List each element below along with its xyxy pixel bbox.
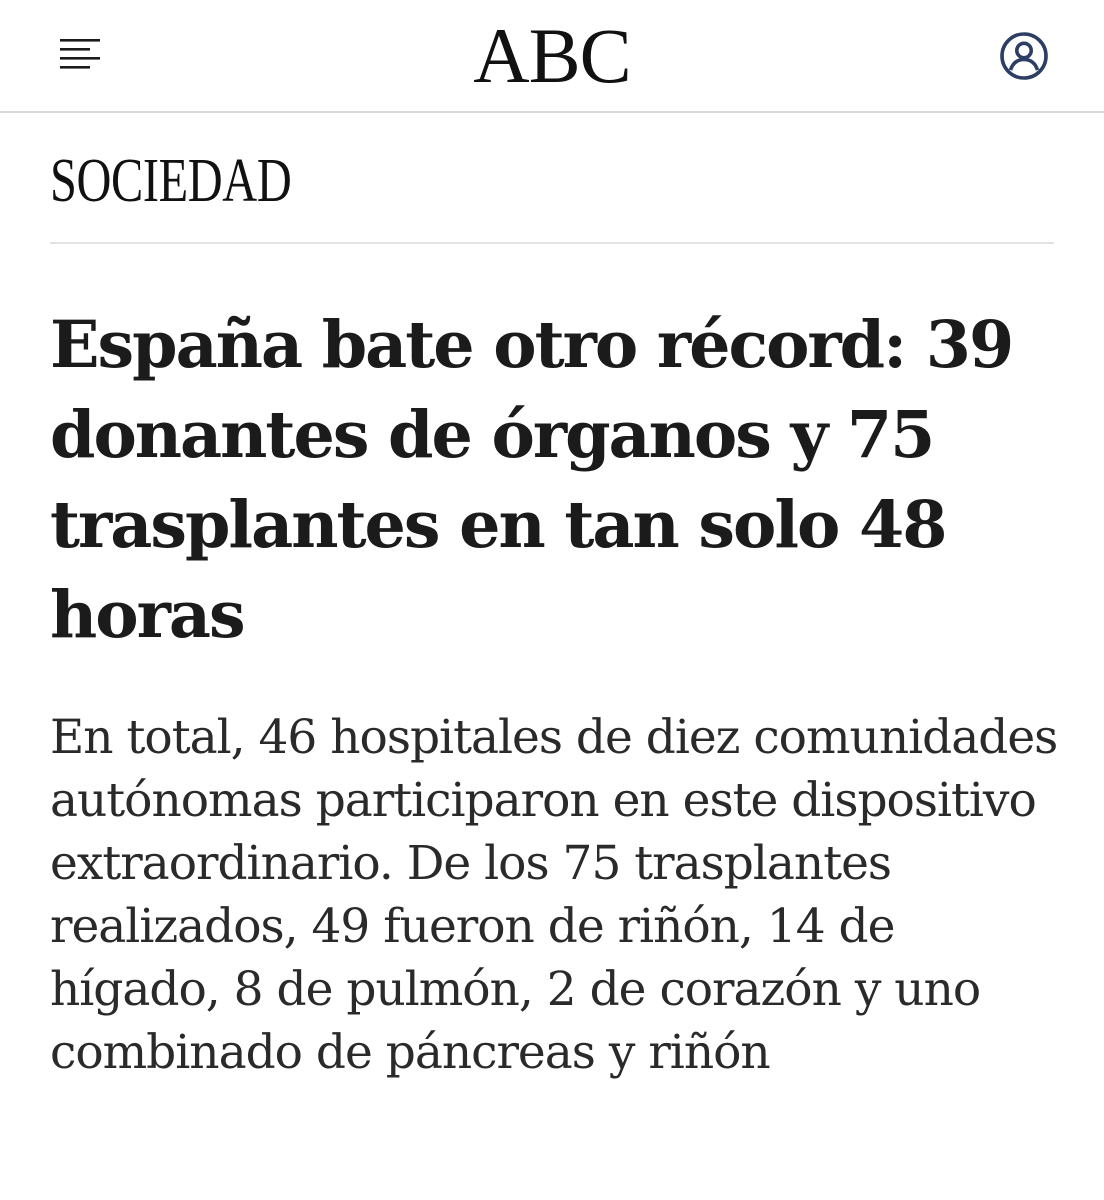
site-logo[interactable]: ABC: [473, 12, 631, 99]
menu-button[interactable]: [52, 28, 108, 84]
section-divider: [50, 242, 1054, 244]
article-standfirst: En total, 46 hospitales de diez comunidades autónomas participaron en este dispositivo extraordinario. De los 75 trasplantes realizados, 49 fueron de riñón, 14 de hígado, 8 de pulmón, 2 de corazón y uno combinado de páncreas y riñón: [50, 710, 1058, 1080]
site-header: [0, 0, 1104, 113]
user-account-icon: [998, 30, 1050, 82]
section-label[interactable]: SOCIEDAD: [50, 147, 292, 215]
user-account-button[interactable]: [998, 30, 1050, 82]
article-headline: España bate otro récord: 39 donantes de órganos y 75 trasplantes en tan solo 48 horas: [50, 307, 1013, 653]
hamburger-menu-icon: [52, 28, 108, 84]
